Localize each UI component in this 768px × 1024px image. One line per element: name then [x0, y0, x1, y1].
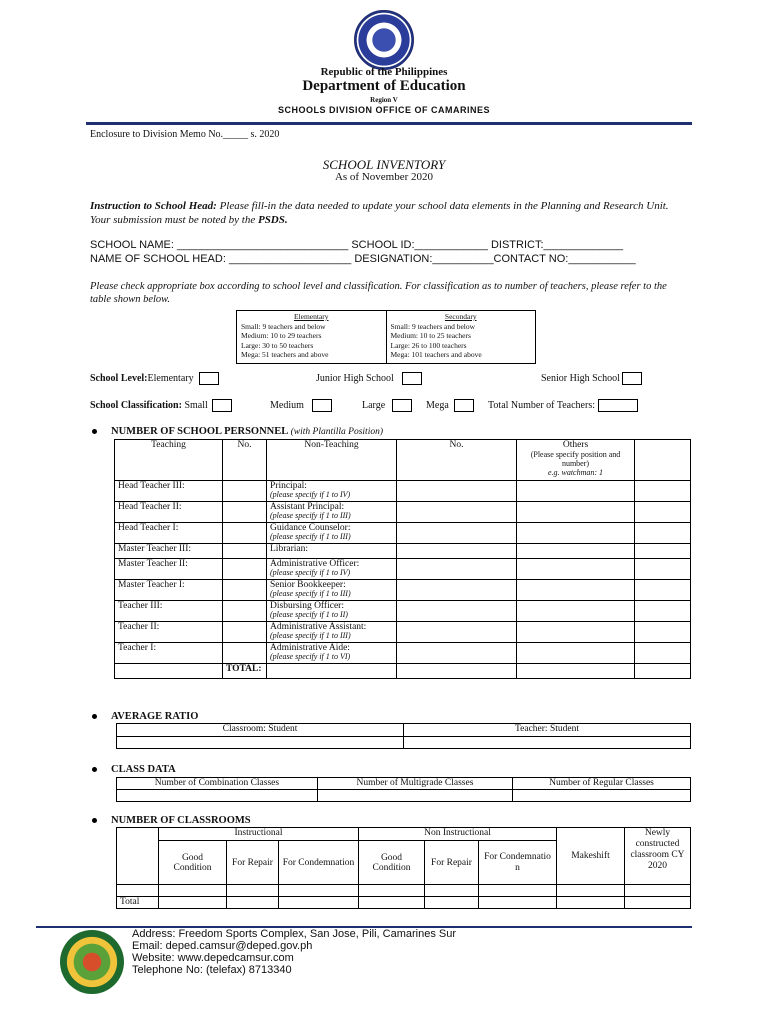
deped-seal-icon	[354, 10, 414, 70]
secondary-column: Secondary Small: 9 teachers and below Medium: 10 to 25 teachers Large: 26 to 100 teachers Mega: 101 teachers and above	[386, 311, 536, 363]
classrooms-heading: NUMBER OF CLASSROOMS	[92, 815, 251, 826]
as-of-date: As of November 2020	[334, 171, 434, 183]
personnel-heading: NUMBER OF SCHOOL PERSONNEL (with Plantilla Position)	[92, 426, 383, 437]
ratio-heading: AVERAGE RATIO	[92, 711, 198, 722]
elementary-column: Elementary Small: 9 teachers and below Medium: 10 to 29 teachers Large: 30 to 50 teachers Mega: 51 teachers and above	[237, 311, 386, 363]
header-rule	[86, 122, 692, 125]
total-teachers-box[interactable]	[598, 399, 638, 412]
mega-checkbox[interactable]	[454, 399, 474, 412]
instruction-paragraph	[90, 199, 680, 227]
footer-telephone: Telephone No: (telefax) 8713340	[132, 964, 292, 976]
check-instruction: Please check appropriate box according to school level and classification. For classification as to number of teachers, please refer to the table shown below.	[90, 281, 667, 305]
enclosure-text: Enclosure to Division Memo No._____ s. 2020	[90, 129, 280, 140]
jhs-label: Junior High School	[316, 372, 394, 384]
classrooms-table: Instructional Non Instructional Makeshift Newly constructed classroom CY 2020 Good Condition For Repair For Condemnation Good Condition For Repair For Condemnatio n Total	[116, 827, 691, 909]
class-data-heading: CLASS DATA	[92, 764, 176, 775]
elementary-checkbox[interactable]	[199, 372, 219, 385]
school-head-line[interactable]: NAME OF SCHOOL HEAD: ____________________ DESIGNATION:__________CONTACT NO:___________	[90, 253, 636, 265]
instruction-text: Please fill-in the data needed to update your school data elements in the Planning and Research Unit. Your submission must be noted by the	[90, 200, 669, 226]
secondary-title: Secondary	[444, 312, 477, 321]
classification-table	[236, 310, 536, 364]
school-fields[interactable]	[90, 238, 636, 266]
division-logo-icon	[60, 930, 124, 994]
shs-label: Senior High School	[541, 372, 620, 384]
school-level-label: School Level:	[90, 372, 148, 384]
small-checkbox[interactable]	[212, 399, 232, 412]
instruction-lead: Instruction to School Head:	[90, 200, 217, 212]
footer-address: Address: Freedom Sports Complex, San Jose, Pili, Camarines Sur	[132, 928, 457, 940]
footer-email: Email: deped.camsur@deped.gov.ph	[132, 940, 313, 952]
classification-label: School Classification:	[90, 399, 182, 411]
shs-checkbox[interactable]	[622, 372, 642, 385]
class-data-table: Number of Combination Classes Number of Multigrade Classes Number of Regular Classes	[116, 777, 691, 802]
footer-website: Website: www.depedcamsur.com	[132, 952, 294, 964]
region-text: Region V	[370, 96, 398, 104]
medium-checkbox[interactable]	[312, 399, 332, 412]
jhs-checkbox[interactable]	[402, 372, 422, 385]
elementary-title: Elementary	[293, 312, 329, 321]
instruction-psds: PSDS.	[257, 214, 288, 226]
large-checkbox[interactable]	[392, 399, 412, 412]
page-title: SCHOOL INVENTORY	[322, 157, 446, 172]
personnel-table: Teaching No. Non-Teaching No. Others (Please specify position and number) e.g. watchman: 1 Head Teacher III: Principal: (please specify if 1 to IV) Head Teacher II: Assistant Principal: (please specify if 1 to III) Head Teacher I: Guidance Counselor: (please specify if 1 to III) Master Teacher III: Librarian: Master Teacher II: Administrative Officer: (please specify if 1 to IV) Master Teacher I: Senior Bookkeeper: (please specify if 1 to III) Teacher III: Disbursing Officer: (please specify if 1 to II) Teacher II: Administrative Assistant: (please specify if 1 to III) Teacher I: Administrative Aide: (please specify if 1 to VI) TOTAL:	[114, 439, 691, 679]
department-title: Department of Education	[302, 78, 466, 94]
footer-contact	[132, 928, 456, 976]
division-text: SCHOOLS DIVISION OFFICE OF CAMARINES	[277, 105, 490, 115]
ratio-table: Classroom: Student Teacher: Student	[116, 723, 691, 749]
school-name-line[interactable]: SCHOOL NAME: ____________________________ SCHOOL ID:____________ DISTRICT:_____________	[90, 239, 624, 251]
republic-text: Republic of the Philippines	[320, 66, 448, 78]
school-level-row: School Level:Elementary	[90, 372, 219, 385]
